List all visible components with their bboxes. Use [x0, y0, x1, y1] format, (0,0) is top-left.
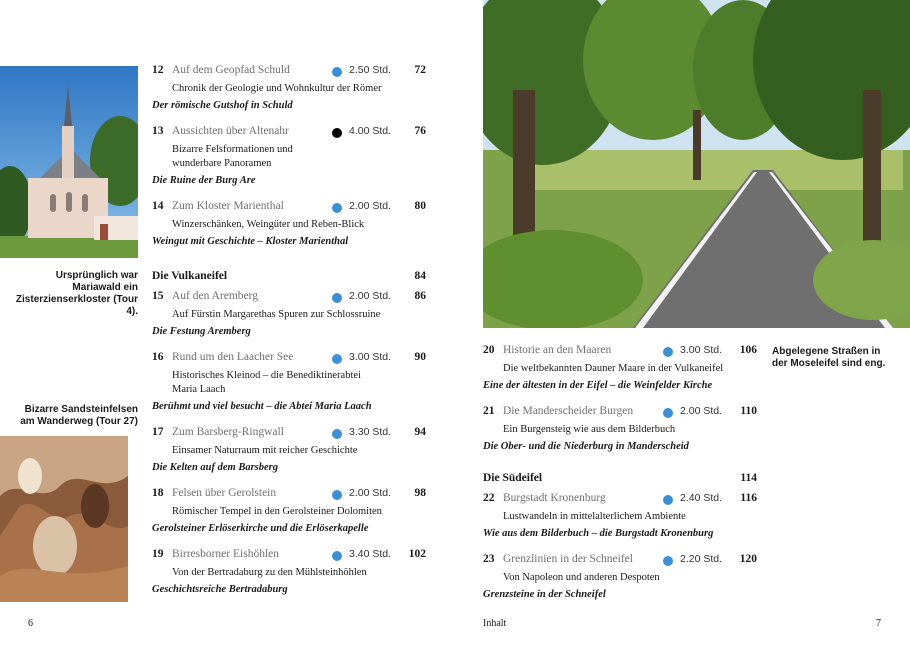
- tour-title[interactable]: Auf den Aremberg: [172, 290, 259, 302]
- toc-entry[interactable]: [152, 351, 428, 414]
- tour-description: [172, 218, 428, 232]
- toc-left-group-b: [152, 290, 428, 609]
- tour-number: 21: [483, 405, 495, 417]
- tour-highlight: Geschichtsreiche Bertradaburg: [152, 584, 288, 595]
- tour-description: [172, 369, 428, 397]
- toc-entry[interactable]: [152, 487, 428, 536]
- tour-description: [503, 423, 759, 437]
- toc-entry[interactable]: [152, 426, 428, 475]
- tour-description: [503, 571, 759, 585]
- tour-highlight: Weingut mit Geschichte – Kloster Marienthal: [152, 236, 349, 247]
- tour-page[interactable]: 102: [408, 548, 426, 560]
- tour-page[interactable]: 80: [414, 200, 426, 212]
- toc-entry[interactable]: [483, 405, 759, 454]
- tour-description: [172, 82, 428, 96]
- tour-page[interactable]: 90: [414, 351, 426, 363]
- toc-entry-header: [483, 553, 759, 569]
- section-page: 114: [740, 472, 757, 484]
- difficulty-dot-icon: [332, 67, 342, 77]
- tour-highlight: Wie aus dem Bilderbuch – die Burgstadt Kronenburg: [483, 528, 714, 539]
- toc-entry[interactable]: [152, 200, 428, 249]
- tour-description-line: wunderbare Panoramen: [172, 158, 272, 169]
- tour-duration: 2.00 Std.: [349, 200, 392, 212]
- tour-description-line: Die weltbekannten Dauner Maare in der Vulkaneifel: [503, 363, 724, 374]
- tour-number: 18: [152, 487, 164, 499]
- tour-title[interactable]: Rund um den Laacher See: [172, 351, 294, 363]
- monastery-caption: Ursprünglich war Mariawald ein Zisterzienserkloster (Tour 4).: [15, 270, 138, 317]
- toc-entry[interactable]: [152, 548, 428, 597]
- tour-description-line: Winzerschänken, Weingüter und Reben-Blick: [172, 219, 365, 230]
- tour-description: [172, 143, 428, 171]
- tour-description-line: Römischer Tempel in den Gerolsteiner Dolomiten: [172, 506, 382, 517]
- tour-page[interactable]: 106: [739, 344, 757, 356]
- toc-entry[interactable]: [483, 553, 759, 602]
- tour-description-line: Bizarre Felsformationen und: [172, 144, 293, 155]
- section-title: Die Südeifel: [483, 472, 543, 484]
- difficulty-dot-icon: [663, 556, 673, 566]
- tour-page[interactable]: 86: [414, 290, 426, 302]
- right-page-number: 7: [876, 618, 881, 629]
- tour-description-line: Lustwandeln in mittelalterlichem Ambiente: [503, 511, 686, 522]
- toc-entry-header: [152, 200, 428, 216]
- tour-description: [172, 308, 428, 322]
- tour-description: [172, 566, 428, 580]
- tour-highlight: Die Ruine der Burg Are: [152, 175, 256, 186]
- toc-right-group-a: [483, 344, 759, 466]
- toc-entry[interactable]: [152, 125, 428, 188]
- difficulty-dot-icon: [663, 495, 673, 505]
- tour-title[interactable]: Burgstadt Kronenburg: [503, 492, 606, 504]
- tour-title[interactable]: Felsen über Gerolstein: [172, 487, 277, 499]
- tour-number: 19: [152, 548, 164, 560]
- toc-entry-header: [152, 125, 428, 141]
- footer-label: Inhalt: [483, 618, 507, 629]
- tour-title[interactable]: Zum Kloster Marienthal: [172, 200, 284, 212]
- tour-description-line: Einsamer Naturraum mit reicher Geschichte: [172, 445, 358, 456]
- toc-entry-header: [483, 344, 759, 360]
- tour-duration: 2.00 Std.: [349, 487, 392, 499]
- toc-entry-header: [152, 351, 428, 367]
- toc-entry-header: [483, 405, 759, 421]
- tour-title[interactable]: Historie an den Maaren: [503, 344, 612, 356]
- tour-page[interactable]: 116: [740, 492, 757, 504]
- tour-title[interactable]: Grenzlinien in der Schneifel: [503, 553, 633, 565]
- difficulty-dot-icon: [332, 354, 342, 364]
- tour-duration: 2.00 Std.: [349, 290, 392, 302]
- tour-description: [503, 510, 759, 524]
- tour-description-line: Ein Burgensteig wie aus dem Bilderbuch: [503, 424, 676, 435]
- tour-title[interactable]: Birresborner Eishöhlen: [172, 548, 279, 560]
- difficulty-dot-icon: [332, 293, 342, 303]
- difficulty-dot-icon: [332, 429, 342, 439]
- tour-highlight: Eine der ältesten in der Eifel – die Weinfelder Kirche: [483, 380, 713, 391]
- section-page: 84: [414, 270, 426, 282]
- tour-title[interactable]: Auf dem Geopfad Schuld: [172, 64, 290, 76]
- sandstone-caption: Bizarre Sandsteinfelsen am Wanderweg (Tour 27): [20, 404, 138, 427]
- difficulty-dot-icon: [663, 347, 673, 357]
- tour-description-line: Maria Laach: [172, 384, 226, 395]
- toc-entry[interactable]: [483, 344, 759, 393]
- tour-description: [172, 444, 428, 458]
- tour-duration: 3.00 Std.: [349, 351, 392, 363]
- toc-entry[interactable]: [152, 64, 428, 113]
- difficulty-dot-icon: [332, 490, 342, 500]
- tour-number: 17: [152, 426, 164, 438]
- tour-number: 12: [152, 64, 164, 76]
- toc-entry[interactable]: [483, 492, 759, 541]
- tour-duration: 3.00 Std.: [680, 344, 723, 356]
- tour-duration: 2.50 Std.: [349, 64, 392, 76]
- tour-title[interactable]: Zum Barsberg-Ringwall: [172, 426, 284, 438]
- tour-number: 13: [152, 125, 164, 137]
- tour-description-line: Historisches Kleinod – die Benediktinerabtei: [172, 370, 361, 381]
- tour-page[interactable]: 76: [414, 125, 426, 137]
- tour-number: 23: [483, 553, 495, 565]
- toc-entry-header: [152, 64, 428, 80]
- toc-entry-header: [152, 487, 428, 503]
- tour-description-line: Chronik der Geologie und Wohnkultur der Römer: [172, 83, 382, 94]
- toc-entry-header: [483, 492, 759, 508]
- tour-page[interactable]: 120: [739, 553, 757, 565]
- tour-duration: 2.00 Std.: [680, 405, 723, 417]
- tour-page[interactable]: 94: [414, 426, 426, 438]
- road-caption: Abgelegene Straßen in der Moseleifel sind eng.: [772, 346, 886, 369]
- tour-number: 14: [152, 200, 164, 212]
- tour-highlight: Der römische Gutshof in Schuld: [152, 100, 293, 111]
- tour-duration: 2.40 Std.: [680, 492, 723, 504]
- tour-description-line: Von der Bertradaburg zu den Mühlsteinhöhlen: [172, 567, 367, 578]
- toc-entry-header: [152, 426, 428, 442]
- tour-page[interactable]: 98: [414, 487, 426, 499]
- section-vulkaneifel: [152, 270, 428, 282]
- tour-description-line: Auf Fürstin Margarethas Spuren zur Schlossruine: [172, 309, 381, 320]
- sandstone-photo: [0, 436, 128, 602]
- tour-duration: 3.40 Std.: [349, 548, 392, 560]
- section-title: Die Vulkaneifel: [152, 270, 228, 282]
- tour-title[interactable]: Die Manderscheider Burgen: [503, 405, 634, 417]
- tour-duration: 2.20 Std.: [680, 553, 723, 565]
- road-photo: [483, 0, 910, 328]
- tour-title[interactable]: Aussichten über Altenahr: [172, 125, 289, 137]
- tour-highlight: Die Festung Aremberg: [152, 326, 251, 337]
- tour-number: 20: [483, 344, 495, 356]
- monastery-photo: [0, 66, 138, 258]
- toc-entry-header: [152, 290, 428, 306]
- tour-highlight: Die Ober- und die Niederburg in Manderscheid: [483, 441, 689, 452]
- toc-entry[interactable]: [152, 290, 428, 339]
- tour-duration: 3.30 Std.: [349, 426, 392, 438]
- toc-left-group-a: [152, 64, 428, 261]
- toc-right-group-b: [483, 492, 759, 614]
- tour-number: 15: [152, 290, 164, 302]
- tour-highlight: Grenzsteine in der Schneifel: [483, 589, 606, 600]
- tour-duration: 4.00 Std.: [349, 125, 392, 137]
- tour-highlight: Gerolsteiner Erlöserkirche und die Erlöserkapelle: [152, 523, 369, 534]
- tour-page[interactable]: 72: [414, 64, 426, 76]
- tour-description-line: Von Napoleon und anderen Despoten: [503, 572, 660, 583]
- tour-page[interactable]: 110: [740, 405, 757, 417]
- difficulty-dot-icon: [332, 128, 342, 138]
- tour-number: 22: [483, 492, 495, 504]
- tour-highlight: Berühmt und viel besucht – die Abtei Maria Laach: [152, 401, 372, 412]
- left-page-number: 6: [28, 618, 33, 629]
- difficulty-dot-icon: [663, 408, 673, 418]
- tour-number: 16: [152, 351, 164, 363]
- difficulty-dot-icon: [332, 203, 342, 213]
- difficulty-dot-icon: [332, 551, 342, 561]
- toc-entry-header: [152, 548, 428, 564]
- section-suedeifel: [483, 472, 759, 484]
- tour-description: [503, 362, 759, 376]
- tour-highlight: Die Kelten auf dem Barsberg: [152, 462, 278, 473]
- tour-description: [172, 505, 428, 519]
